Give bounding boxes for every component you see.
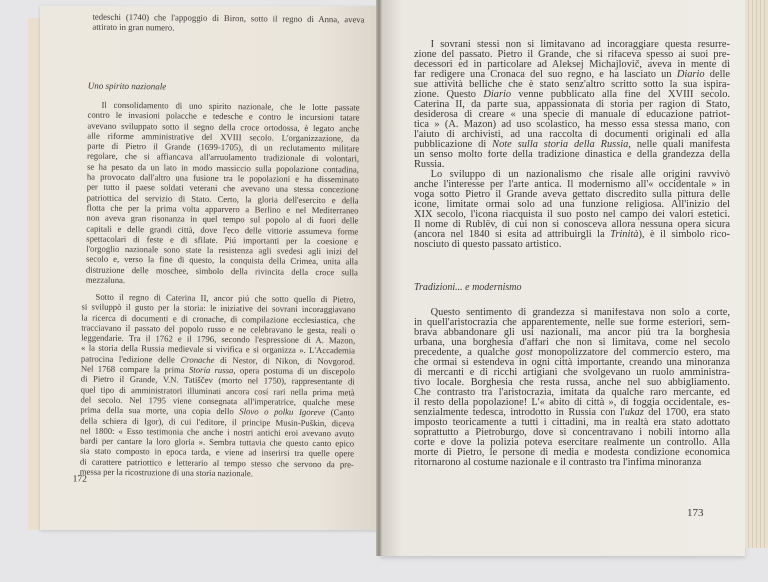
text-line: senzialmente tedesca, introdotto in Russia con l'ukaz del 1700, era stato [414,408,730,418]
text-line: del secolo. Nel 1795 viene consegnata all'imperatrice, qualche mese [80,394,355,408]
text-line: brava abbandonare gli usi nazionali, ma ancor piú tra la borghesia [414,328,730,338]
text-line: bardi per cantare la loro gloria ». Sembra tuttavia che questo canto epico [80,435,355,449]
text-line: flotta che per la prima volta apparvero a Berlino e nel Mediterraneo [86,202,359,216]
text-line: decessori ed in particolare ad Aleksej Michajlovič, aveva in mente di [414,60,730,70]
text-line: Che contrasto tra l'aristocrazia, imitata da qualche raro mercante, ed [414,388,730,398]
text-line: mezzaluna. [85,274,126,286]
text-line: Il nome di Rublëv, di cui non si conosceva allora nessuna opera sicura [414,220,730,230]
text-line: zione. Questo Diario venne pubblicato alla fine del XVIII secolo. [414,90,730,100]
text-line: prima della sua morte, una copia dello Slovo o polku Igoreve (Canto [80,404,355,418]
paragraph [86,100,360,288]
text-line: Lo sviluppo di un nazionalismo che risale alle origini ravvivò [430,170,730,180]
text-line: Il consolidamento di uno spirito nazionale, che le lotte passate [101,99,360,113]
text-line: icone, limitate ormai solo ad una funzione religiosa. All'inizio del [414,200,730,210]
text-line: zione del passato. Pietro il Grande, che si rifaceva spesso ai suoi pre- [414,50,730,60]
text-line: nosciuto di questo passato artistico. [414,240,562,250]
text-line: Caterina II, da parte sua, appassionata di storia per ragion di Stato, [414,100,730,110]
paragraph [414,40,730,170]
page-number: 172 [72,474,87,485]
text-line: soprattutto a Pietroburgo, dove si concentravano i nobili intorno alla [414,428,730,438]
text-line: quel tipo di amministratori illuminati ancora cosí rari nella prima metà [80,384,355,398]
text-line: tracciavano il passato del popolo russo e ne celebravano le gesta, reali o [81,322,356,336]
paragraph [414,170,730,250]
paragraph [414,308,730,468]
text-line: XIX secolo, l'icona riacquista il suo posto nel campo dei valori estetici. [414,210,730,220]
text-line: di mercanti e di ricchi artigiani che svolgevano un ruolo amministra- [414,368,730,378]
text-line: se ha pesato da un lato in modo massiccio sulla popolazione contadina, [86,161,360,175]
text-line: che ormai si estendeva in ogni città importante, creando una minoranza [414,358,730,368]
text-line: morte di Pietro, le persone di media e modesta condizione economica [414,448,730,458]
text-line: della schiera di Igor), di cui l'editore, il principe Musin-Puškin, diceva [80,415,355,428]
paragraph [92,12,364,35]
text-line: in quell'aristocrazia che apparentemente, nelle sue forme esteriori, sem- [414,318,730,328]
text-line: regolare, che si affiancava all'arruolamento tradizionale di volontari, [87,151,360,164]
text-line: il resto della popolazione! L'« abito di città », di foggia occidentale, es- [414,398,730,408]
text-line: contro le invasioni polacche e tedesche e contro le incursioni tatare [87,109,360,123]
text-line: far redigere una Cronaca del suo regno, e ha lasciato un Diario delle [414,70,730,80]
text-line: parte di Pietro il Grande (1699-1705), di un reclutamento militare [87,140,360,154]
text-line: urbana, una borghesia d'affari che non si limitava, come nel secolo [414,338,730,348]
text-line: ha provocato dall'altro una fusione tra le popolazioni e ha disseminato [86,171,359,185]
text-line: anche l'interesse per l'arte antica. Il modernismo all'« occidentale » in [414,180,730,190]
text-line: distruzione delle moschee, simbolo della rivincita della croce sulla [85,264,358,278]
text-line: sue attività belliche che è stato senz'altro scritto sotto la sua ispira- [414,80,730,90]
text-line: avevano sviluppato sotto il segno della croce ortodossa, è legato anche [87,120,360,134]
text-line: pubblicazione di Note sulla storia della Russia, nelle quali manifesta [414,140,730,150]
text-line: spettacolari di feste e di sfilate. Piú importanti per la coesione e [86,233,359,247]
text-line: attirato in gran numero. [92,21,175,33]
text-line: nel 1800: « Esso testimonia che anche i nostri antichi eroi avevano avuto [80,425,355,439]
paragraph [80,292,356,480]
text-line: non aveva gran risonanza in quel tempo sul popolo al di fuori delle [86,212,359,226]
text-line: (ancora nel 1840 si esita ad attribuirgli la Trinità), è il simbolo rico- [414,230,730,240]
text-line: tedeschi (1740) che l'appoggio di Biron, sotto il regno di Anna, aveva [92,11,365,25]
text-line: ritornarono al costume nazionale e il contrasto tra l'infima minoranza [414,458,702,468]
text-line: voga sotto Pietro il Grande aveva gettato discredito sulla pittura delle [414,190,730,200]
text-line: secolo e, verso la fine di questo, la conquista della Crimea, unita alla [85,254,359,267]
section-heading: Tradizioni... e modernismo [414,282,522,293]
text-line: leggendarie. Tra il 1762 e il 1796, secondo l'espressione di A. Mazon, [81,332,356,346]
text-line: per tutto il paese soldati veterani che avevano una stessa concezione [86,181,359,195]
text-line: la ricerca di documenti e di cronache, di compilazione ecclesiastica, che [81,312,356,326]
text-line: alle riforme amministrative del XVIII secolo. L'organizzazione, da [87,130,360,144]
text-line: desiderosa di creare « una specie di manuale di educazione patriot- [414,110,730,120]
text-line: Russia. [414,160,445,170]
text-line: sia stato composto in epoca tarda, e viene ad inserirsi tra quelle opere [79,445,355,459]
text-line: tivo locale. Borghesia che resta russa, anche nel suo abbigliamento. [414,378,730,388]
text-line: imposto teoricamente a tutti i cittadini, ma in realtà era stato adottato [414,418,730,428]
text-line: l'orgoglio nazionale sono state la resistenza agli svedesi agli inizi del [86,243,359,257]
text-line: Sotto il regno di Caterina II, ancor piú che sotto quello di Pietro, [95,291,356,305]
text-line: « la storia della Russia medievale si vivifica e si organizza ». L'Accademia [81,343,356,356]
text-line: un senso molto forte della tradizione dinastica e della grandezza della [414,150,730,160]
text-line: capitali e delle grandi città, dove l'eco delle vittorie assumeva forme [86,223,359,237]
text-line: patriottica del servizio di Stato. Certo, la gloria dell'esercito e della [86,192,359,206]
page-number: 173 [687,507,704,519]
text-line: tica » (A. Mazon) ad uso scolastico, ha messo essa stessa mano, con [414,120,730,130]
text-line: di carattere patriottico e letterario al tempo stesso che servono da pre- [79,456,354,470]
text-line: precedente, a qualche gost monopolizzatore del commercio estero, ma [414,348,730,358]
text-line: patrocina l'edizione delle Cronache di Nestor, di Nikon, di Novgorod. [80,353,355,367]
text-line: messa per la ricostruzione di una storia nazionale. [79,466,254,479]
text-line: si sviluppò il gusto per la storia: le iniziative dei sovrani incoraggiavano [81,301,356,315]
text-line: I sovrani stessi non si limitavano ad incoraggiare questa resurre- [430,40,730,50]
text-line: corte e dove la polizia poteva esercitare realmente un controllo. Alla [414,438,730,448]
text-line: Questo sentimento di grandezza si manifestava non solo a corte, [430,308,730,318]
text-line: Nel 1768 compare la prima Storia russa, opera postuma di un discepolo [80,363,355,377]
text-line: l'aiuto di archivisti, ad una raccolta di documenti originali ed alla [414,130,730,140]
section-heading: Uno spirito nazionale [87,80,167,92]
text-line: di Pietro il Grande, V.N. Tatiščev (morto nel 1750), rappresentante di [80,373,355,387]
